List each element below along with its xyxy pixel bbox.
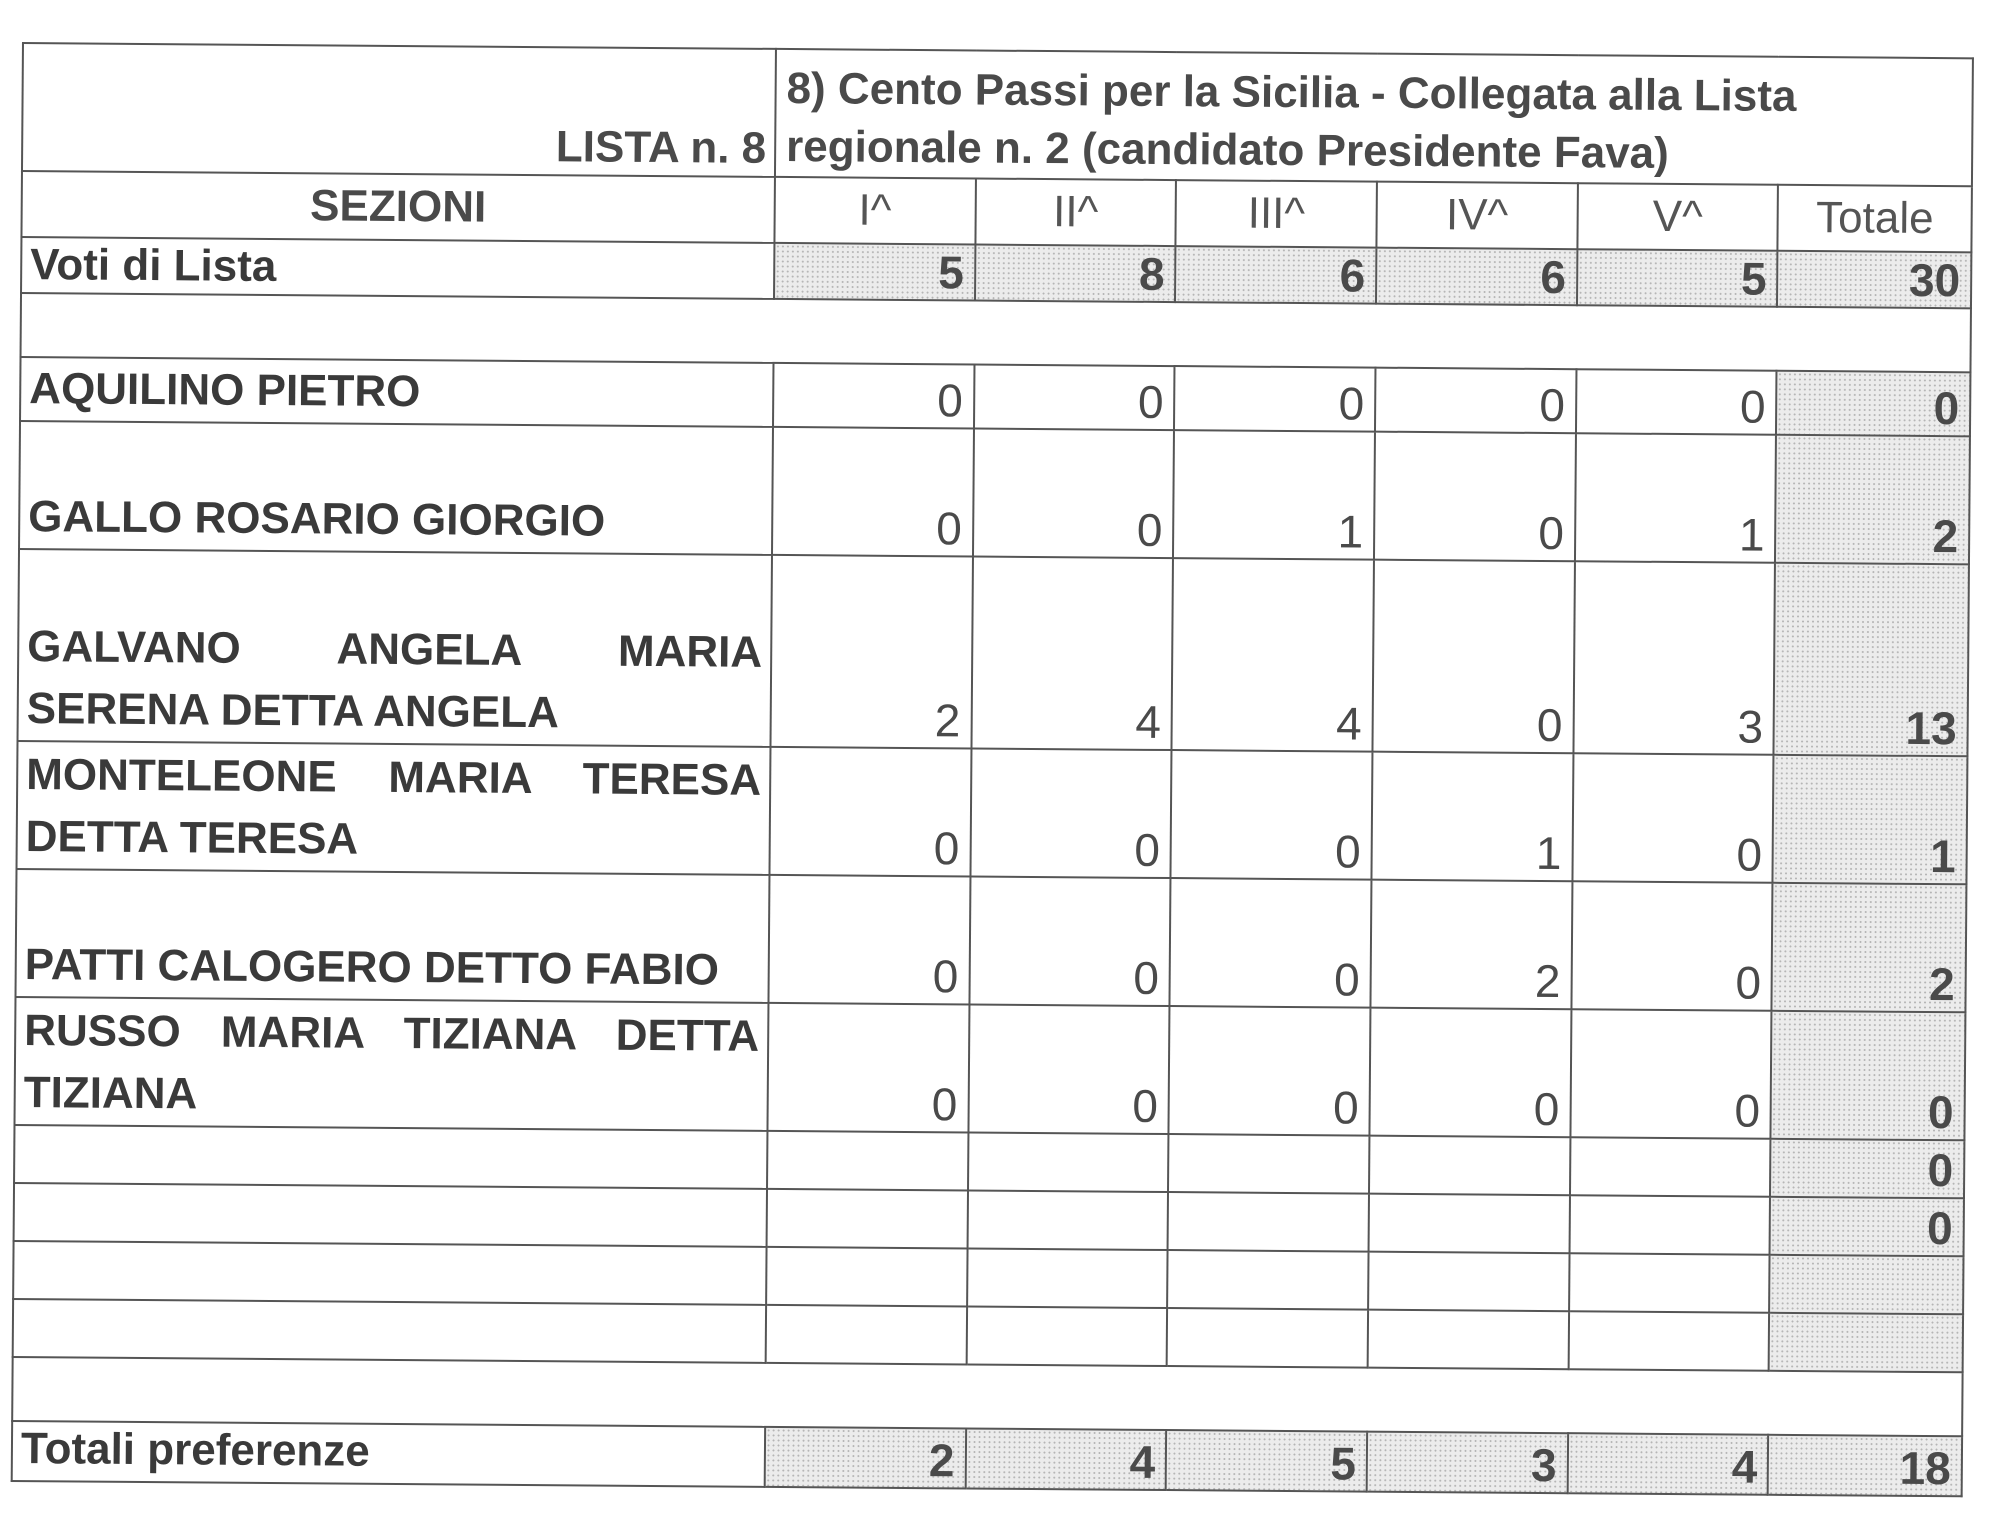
candidate-row: [18, 549, 1969, 756]
blank-cell: [1569, 1195, 1770, 1255]
vote-cell: 2: [1370, 880, 1572, 1010]
blank-name-cell: [13, 1299, 766, 1363]
candidate-row: [15, 869, 1966, 1012]
blank-name-cell: [14, 1183, 767, 1247]
blank-cell: [766, 1247, 967, 1307]
candidate-name: GALLO ROSARIO GIORGIO: [19, 421, 773, 555]
vote-cell: 0: [969, 876, 1171, 1006]
totals-label: Totali preferenze: [12, 1421, 765, 1487]
totals-cell: 4: [965, 1428, 1166, 1490]
candidate-total: 1: [1773, 755, 1968, 885]
vote-cell: 1: [1575, 433, 1777, 563]
list-votes-total: 30: [1777, 251, 1971, 309]
vote-cell: 0: [970, 748, 1172, 878]
totals-cell: 3: [1367, 1432, 1568, 1494]
section-header: II^: [975, 178, 1176, 246]
candidate-name: RUSSO MARIA TIZIANA DETTA TIZIANA: [14, 997, 768, 1131]
blank-cell: [1569, 1253, 1770, 1313]
vote-cell: 0: [1571, 881, 1773, 1011]
vote-cell: 0: [1375, 368, 1576, 434]
candidate-total: 13: [1774, 563, 1969, 757]
candidate-name: MONTELEONE MARIA TERESA DETTA TERESA: [17, 741, 771, 875]
blank-cell: [766, 1189, 967, 1249]
blank-cell: [1167, 1250, 1368, 1310]
totals-cell: 5: [1166, 1430, 1367, 1492]
list-title: 8) Cento Passi per la Sicilia - Collegata alla Lista regionale n. 2 (candidato Presidente Fava): [775, 49, 1973, 186]
vote-cell: 0: [1174, 366, 1375, 432]
blank-cell: [966, 1306, 1167, 1366]
vote-cell: 0: [974, 364, 1175, 430]
blank-cell: [1168, 1192, 1369, 1252]
vote-cell: 0: [1171, 750, 1373, 880]
vote-cell: 4: [1172, 558, 1374, 752]
blank-cell: [766, 1305, 967, 1365]
list-votes-cell: 6: [1376, 248, 1577, 306]
sezioni-label: SEZIONI: [21, 171, 774, 243]
vote-cell: 0: [1170, 878, 1372, 1008]
candidate-row: [17, 741, 1968, 884]
section-header: I^: [774, 177, 975, 245]
blank-cell: [1568, 1311, 1769, 1371]
vote-cell: 1: [1371, 752, 1573, 882]
candidate-name: PATTI CALOGERO DETTO FABIO: [15, 869, 769, 1003]
vote-cell: 0: [773, 363, 974, 429]
blank-cell: [967, 1190, 1168, 1250]
header-row: [22, 43, 1973, 186]
blank-cell: [1369, 1194, 1570, 1254]
list-votes-cell: 6: [1175, 246, 1376, 304]
candidate-total: 0: [1776, 371, 1970, 437]
vote-cell: 4: [971, 556, 1173, 750]
blank-row-total: 0: [1770, 1139, 1964, 1199]
blank-row-total: [1769, 1313, 1963, 1373]
candidate-total: 0: [1771, 1011, 1966, 1141]
vote-cell: 3: [1573, 561, 1775, 755]
list-votes-cell: 8: [975, 244, 1176, 302]
blank-cell: [1368, 1310, 1569, 1370]
list-votes-cell: 5: [1577, 249, 1778, 307]
section-header: III^: [1176, 180, 1377, 248]
blank-row-total: [1770, 1255, 1964, 1315]
vote-cell: 0: [769, 747, 971, 877]
vote-cell: 2: [770, 555, 972, 749]
vote-cell: 0: [1369, 1008, 1571, 1138]
candidate-name: AQUILINO PIETRO: [20, 357, 773, 427]
vote-cell: 0: [968, 1004, 1170, 1134]
vote-cell: 0: [1374, 432, 1576, 562]
blank-name-cell: [14, 1125, 767, 1189]
blank-row-total: 0: [1770, 1197, 1964, 1257]
blank-cell: [1167, 1308, 1368, 1368]
blank-cell: [767, 1131, 968, 1191]
vote-cell: 0: [1372, 560, 1574, 754]
vote-cell: 0: [1169, 1006, 1371, 1136]
vote-cell: 0: [768, 875, 970, 1005]
candidate-row: [19, 421, 1970, 564]
vote-cell: 1: [1173, 430, 1375, 560]
blank-cell: [968, 1132, 1169, 1192]
blank-cell: [1570, 1137, 1771, 1197]
list-number: LISTA n. 8: [22, 43, 776, 177]
vote-cell: 0: [1572, 753, 1774, 883]
blank-cell: [1368, 1252, 1569, 1312]
vote-cell: 0: [772, 427, 974, 557]
totals-cell: 4: [1567, 1433, 1768, 1495]
blank-name-cell: [13, 1241, 766, 1305]
vote-cell: 0: [767, 1003, 969, 1133]
blank-cell: [1369, 1136, 1570, 1196]
candidate-total: 2: [1772, 883, 1967, 1013]
candidate-row: [14, 997, 1965, 1140]
vote-cell: 0: [973, 428, 1175, 558]
vote-tally-sheet: [11, 42, 1974, 1497]
section-header: V^: [1577, 183, 1778, 251]
blank-cell: [1168, 1134, 1369, 1194]
list-votes-cell: 5: [774, 243, 975, 301]
candidate-total: 2: [1775, 435, 1970, 565]
totals-cell: 2: [765, 1427, 966, 1489]
list-votes-label: Voti di Lista: [21, 237, 774, 299]
preference-table: [11, 42, 1974, 1497]
section-header: IV^: [1376, 182, 1577, 250]
vote-cell: 0: [1570, 1009, 1772, 1139]
candidate-name: GALVANO ANGELA MARIA SERENA DETTA ANGELA: [18, 549, 772, 747]
vote-cell: 0: [1576, 369, 1777, 435]
blank-cell: [967, 1248, 1168, 1308]
total-header: Totale: [1778, 185, 1972, 253]
totals-grand-total: 18: [1768, 1435, 1962, 1497]
